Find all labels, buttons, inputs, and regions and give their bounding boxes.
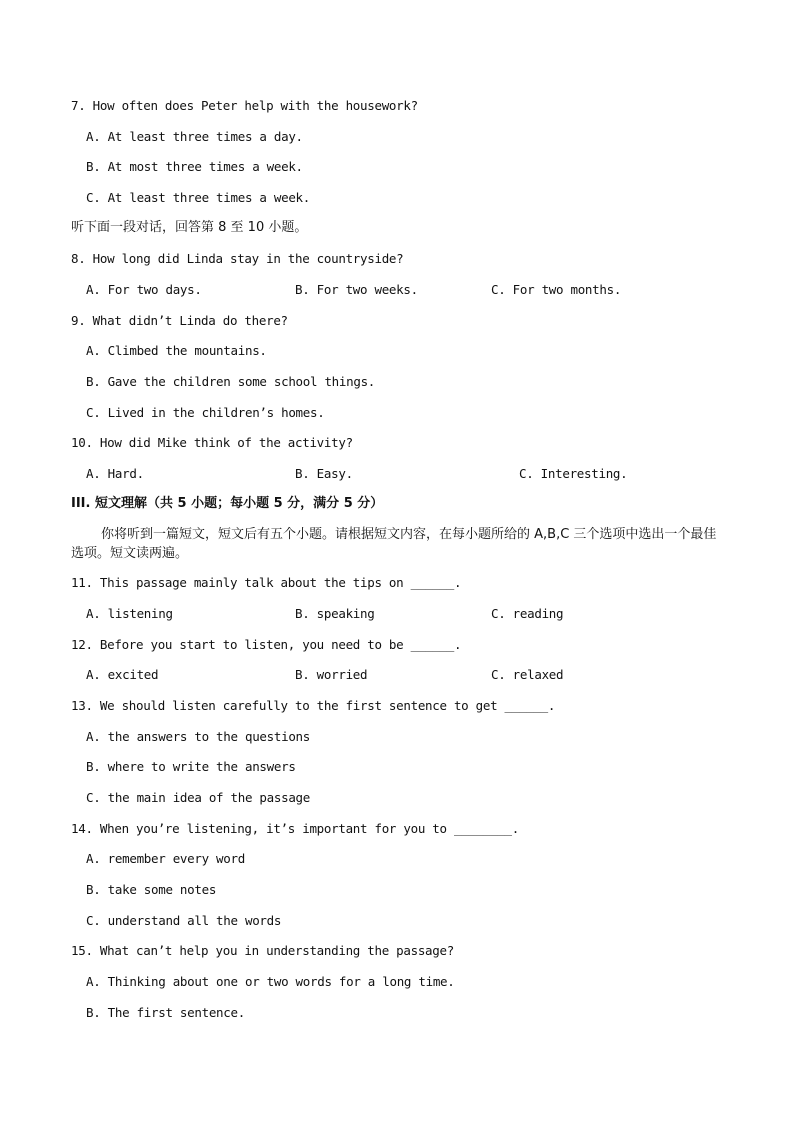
- question-11-stem: 11. This passage mainly talk about the tips on ______.: [71, 575, 462, 590]
- question-13-option-c[interactable]: C. the main idea of the passage: [86, 790, 310, 805]
- question-9-option-b[interactable]: B. Gave the children some school things.: [86, 374, 376, 389]
- section-3-heading: III. 短文理解（共 5 小题；每小题 5 分，满分 5 分）: [71, 496, 384, 511]
- question-15-stem: 15. What can’t help you in understanding the passage?: [71, 943, 454, 958]
- question-8-option-c[interactable]: C. For two months.: [491, 282, 622, 297]
- section-3-instructions: 你将听到一篇短文，短文后有五个小题。请根据短文内容，在每小题所给的 A,B,C 三个选项中选出一个最佳选项。短文读两遍。: [71, 527, 717, 561]
- question-9-stem: 9. What didn’t Linda do there?: [71, 313, 288, 328]
- question-12-option-c[interactable]: C. relaxed: [491, 667, 564, 682]
- question-15-option-a[interactable]: A. Thinking about one or two words for a long time.: [86, 974, 455, 989]
- question-13-option-a[interactable]: A. the answers to the questions: [86, 729, 310, 744]
- question-12-option-a[interactable]: A. excited: [86, 667, 159, 682]
- question-11-option-a[interactable]: A. listening: [86, 606, 173, 621]
- question-10-option-a[interactable]: A. Hard.: [86, 466, 144, 481]
- question-12-option-b[interactable]: B. worried: [295, 667, 368, 682]
- instruction-q8-q10: 听下面一段对话，回答第 8 至 10 小题。: [71, 220, 308, 235]
- question-14-stem: 14. When you’re listening, it’s important for you to ________.: [71, 821, 519, 836]
- question-13-stem: 13. We should listen carefully to the first sentence to get ______.: [71, 698, 556, 713]
- question-14-option-b[interactable]: B. take some notes: [86, 882, 217, 897]
- question-14-option-c[interactable]: C. understand all the words: [86, 913, 282, 928]
- question-8-stem: 8. How long did Linda stay in the countryside?: [71, 251, 404, 266]
- question-7-option-a[interactable]: A. At least three times a day.: [86, 129, 303, 144]
- question-11-option-c[interactable]: C. reading: [491, 606, 564, 621]
- question-15-option-b[interactable]: B. The first sentence.: [86, 1005, 245, 1020]
- question-9-option-a[interactable]: A. Climbed the mountains.: [86, 343, 267, 358]
- question-7-stem: 7. How often does Peter help with the housework?: [71, 98, 418, 113]
- question-13-option-b[interactable]: B. where to write the answers: [86, 759, 296, 774]
- question-14-option-a[interactable]: A. remember every word: [86, 851, 245, 866]
- question-10-option-c[interactable]: C. Interesting.: [519, 466, 628, 481]
- question-9-option-c[interactable]: C. Lived in the children’s homes.: [86, 405, 325, 420]
- question-10-option-b[interactable]: B. Easy.: [295, 466, 353, 481]
- question-8-option-b[interactable]: B. For two weeks.: [295, 282, 418, 297]
- question-10-stem: 10. How did Mike think of the activity?: [71, 435, 353, 450]
- question-7-option-b[interactable]: B. At most three times a week.: [86, 159, 303, 174]
- question-8-option-a[interactable]: A. For two days.: [86, 282, 202, 297]
- question-12-stem: 12. Before you start to listen, you need to be ______.: [71, 637, 462, 652]
- question-7-option-c[interactable]: C. At least three times a week.: [86, 190, 310, 205]
- question-11-option-b[interactable]: B. speaking: [295, 606, 375, 621]
